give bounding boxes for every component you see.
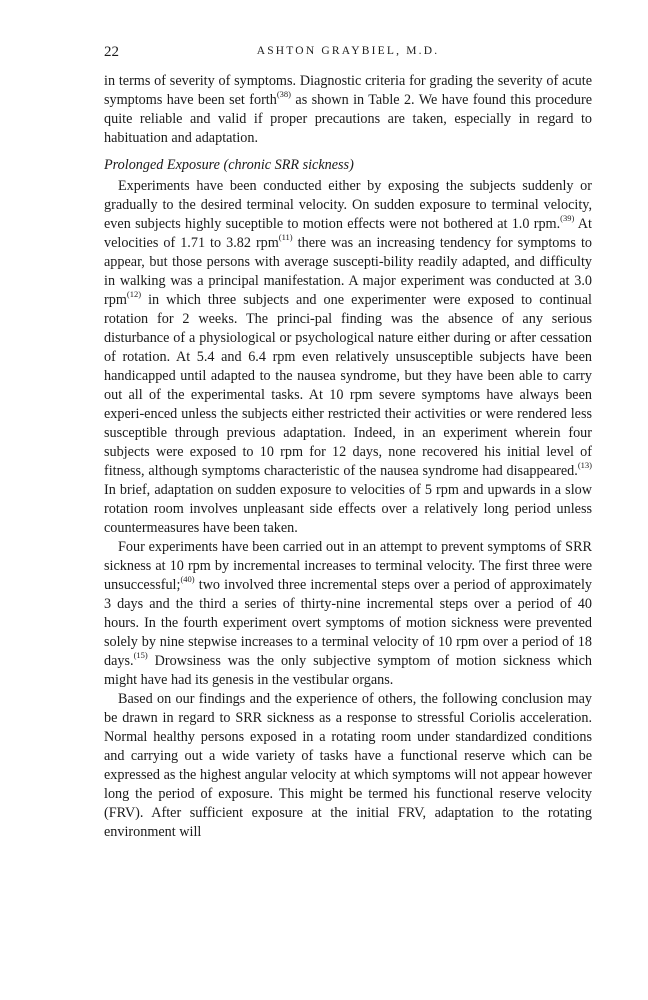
text-span: At velocities of 1.71 to 3.82 rpm [104, 216, 592, 251]
text-span: in which three subjects and one experimenter were exposed to continual rotation for 2 weeks. The princi-pal finding was the absence of any serious disturbance of a physiological or psychological nature either during or after cessation of rotation. At 5.4 and 6.4 rpm even relatively unsusceptible subjects have been handicapped until adapted to the nausea syndrome, but they have been able to carry out all of the experimental tasks. At 10 rpm severe symptoms have always been experi-enced unless the subjects either restricted their activities or were rendered less susceptible through previous adaptation. Indeed, in an experiment wherein four subjects were exposed to 10 rpm for 12 days, none recovered his initial level of fitness, although symptoms characteristic of the nausea syndrome had disappeared. [104, 292, 592, 479]
text-span: as shown in Table 2. We have found this procedure quite reliable and valid if proper precautions are taken, especially in regard to habituation and adaptation. [104, 92, 592, 146]
citation-ref: (12) [126, 289, 142, 300]
citation-ref: (11) [278, 232, 293, 243]
document-page [104, 44, 592, 842]
text-span: Based on our findings and the experience of others, the following conclusion may be drawn in regard to SRR sickness as a response to stressful Coriolis acceleration. Normal healthy persons exposed in a rotating room under standardized conditions and carrying out a wide variety of tasks have a functional reserve which can be expressed as the highest angular velocity at which symptoms will not appear however long the period of exposure. This might be termed his functional reserve velocity (FRV). After sufficient exposure at the initial FRV, adaptation to the rotating environment will [104, 691, 592, 840]
text-span: Drowsiness was the only subjective symptom of motion sickness which might have had its genesis in the vestibular organs. [104, 653, 592, 688]
heading-main: Prolonged Exposure ( [104, 157, 229, 173]
citation-ref: (15) [133, 650, 148, 661]
citation-ref: (13) [577, 460, 592, 471]
paragraph-4 [104, 690, 592, 842]
citation-ref: (40) [180, 574, 195, 585]
text-span: in terms of severity of symptoms. Diagnostic criteria for grading the severity of acute symptoms have been set forth [104, 73, 592, 108]
paragraph-3 [104, 538, 592, 690]
section-heading [104, 156, 592, 175]
text-span: there was an increasing tendency for symptoms to appear, but those persons with average suscepti-bility readily adapted, and difficulty in walking was a principal manifestation. A major experiment was conducted at 3.0 rpm [104, 235, 592, 308]
paragraph-2 [104, 177, 592, 538]
page-number: 22 [104, 44, 119, 60]
text-span: Four experiments have been carried out in an attempt to prevent symptoms of SRR sickness at 10 rpm by incremental increases to terminal velocity. The first three were unsuccessful; [104, 539, 592, 593]
citation-ref: (38) [276, 89, 292, 100]
text-span: In brief, adaptation on sudden exposure to velocities of 5 rpm and upwards in a slow rotation room involves unpleasant side effects over a relatively long period unless countermeasures have been taken. [104, 482, 592, 536]
heading-end: ) [349, 157, 354, 173]
heading-sub: chronic SRR sickness [228, 157, 350, 173]
paragraph-1 [104, 72, 592, 148]
citation-ref: (39) [560, 213, 575, 224]
running-title: ASHTON GRAYBIEL, M.D. [256, 45, 440, 57]
text-span: two involved three incremental steps over a period of approximately 3 days and the third a series of thirty-nine incremental steps over a period of 40 hours. In the fourth experiment overt symptoms of motion sickness were prevented solely by nine stepwise increases to a terminal velocity of 10 rpm over a period of 18 days. [104, 577, 592, 669]
running-header [104, 44, 592, 64]
text-span: Experiments have been conducted either by exposing the subjects suddenly or gradually to the desired terminal velocity. On sudden exposure to terminal velocity, even subjects highly suceptible to motion effects were not bothered at 1.0 rpm. [104, 178, 592, 232]
